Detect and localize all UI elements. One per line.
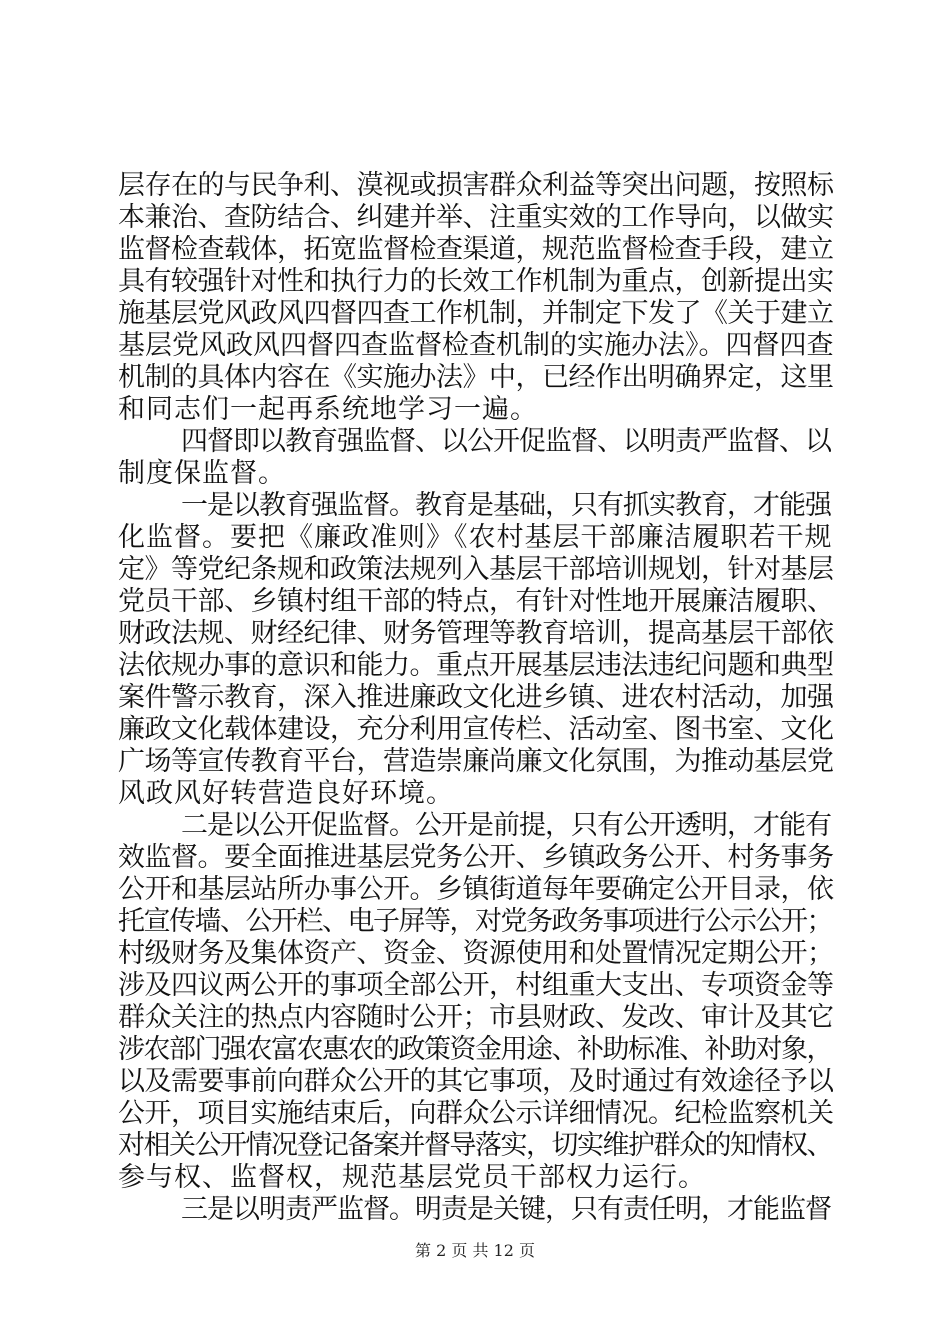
text-line: 施基层党风政风四督四查工作机制，并制定下发了《关于建立 bbox=[118, 298, 834, 329]
paragraph-first-line: 一是以教育强监督。教育是基础，只有抓实教育，才能强 bbox=[181, 490, 831, 521]
text-line: 本兼治、查防结合、纠建并举、注重实效的工作导向，以做实 bbox=[118, 202, 834, 233]
text-line: 效监督。要全面推进基层党务公开、乡镇政务公开、村务事务 bbox=[118, 842, 834, 873]
text-line: 涉及四议两公开的事项全部公开，村组重大支出、专项资金等 bbox=[118, 970, 834, 1001]
text-line: 廉政文化载体建设，充分利用宣传栏、活动室、图书室、文化 bbox=[118, 714, 834, 745]
text-line: 机制的具体内容在《实施办法》中，已经作出明确界定，这里 bbox=[118, 362, 834, 393]
text-line: 层存在的与民争利、漠视或损害群众利益等突出问题，按照标 bbox=[118, 170, 834, 201]
text-line: 涉农部门强农富农惠农的政策资金用途、补助标准、补助对象， bbox=[118, 1034, 832, 1065]
paragraph-first-line: 三是以明责严监督。明责是关键，只有责任明，才能监督 bbox=[181, 1194, 831, 1225]
text-line: 公开，项目实施结束后，向群众公示详细情况。纪检监察机关 bbox=[118, 1098, 834, 1129]
text-line: 和同志们一起再系统地学习一遍。 bbox=[118, 394, 538, 425]
text-line: 托宣传墙、公开栏、电子屏等，对党务政务事项进行公示公开； bbox=[118, 906, 832, 937]
paragraph-first-line: 二是以公开促监督。公开是前提，只有公开透明，才能有 bbox=[181, 810, 831, 841]
text-line: 案件警示教育，深入推进廉政文化进乡镇、进农村活动，加强 bbox=[118, 682, 834, 713]
paragraph-first-line: 四督即以教育强监督、以公开促监督、以明责严监督、以 bbox=[181, 426, 831, 457]
text-line: 法依规办事的意识和能力。重点开展基层违法违纪问题和典型 bbox=[118, 650, 834, 681]
text-line: 以及需要事前向群众公开的其它事项，及时通过有效途径予以 bbox=[118, 1066, 834, 1097]
page-number-footer: 第 2 页 共 12 页 bbox=[415, 1241, 535, 1260]
text-line: 公开和基层站所办事公开。乡镇街道每年要确定公开目录，依 bbox=[118, 874, 834, 905]
text-line: 具有较强针对性和执行力的长效工作机制为重点，创新提出实 bbox=[118, 266, 834, 297]
text-line: 群众关注的热点内容随时公开；市县财政、发改、审计及其它 bbox=[118, 1002, 834, 1033]
text-line: 制度保监督。 bbox=[118, 458, 286, 489]
text-line: 基层党风政风四督四查监督检查机制的实施办法》。四督四查 bbox=[118, 330, 834, 361]
text-line: 参与权、监督权，规范基层党员干部权力运行。 bbox=[118, 1162, 706, 1193]
text-line: 村级财务及集体资产、资金、资源使用和处置情况定期公开； bbox=[118, 938, 834, 969]
text-line: 对相关公开情况登记备案并督导落实，切实维护群众的知情权、 bbox=[118, 1130, 832, 1161]
text-line: 财政法规、财经纪律、财务管理等教育培训，提高基层干部依 bbox=[118, 618, 834, 649]
text-line: 定》等党纪条规和政策法规列入基层干部培训规划，针对基层 bbox=[118, 554, 834, 585]
text-line: 党员干部、乡镇村组干部的特点，有针对性地开展廉洁履职、 bbox=[118, 586, 834, 617]
text-line: 风政风好转营造良好环境。 bbox=[118, 778, 454, 809]
text-line: 广场等宣传教育平台，营造崇廉尚廉文化氛围，为推动基层党 bbox=[118, 746, 834, 777]
text-line: 监督检查载体，拓宽监督检查渠道，规范监督检查手段，建立 bbox=[118, 234, 834, 265]
text-line: 化监督。要把《廉政准则》《农村基层干部廉洁履职若干规 bbox=[118, 522, 833, 553]
